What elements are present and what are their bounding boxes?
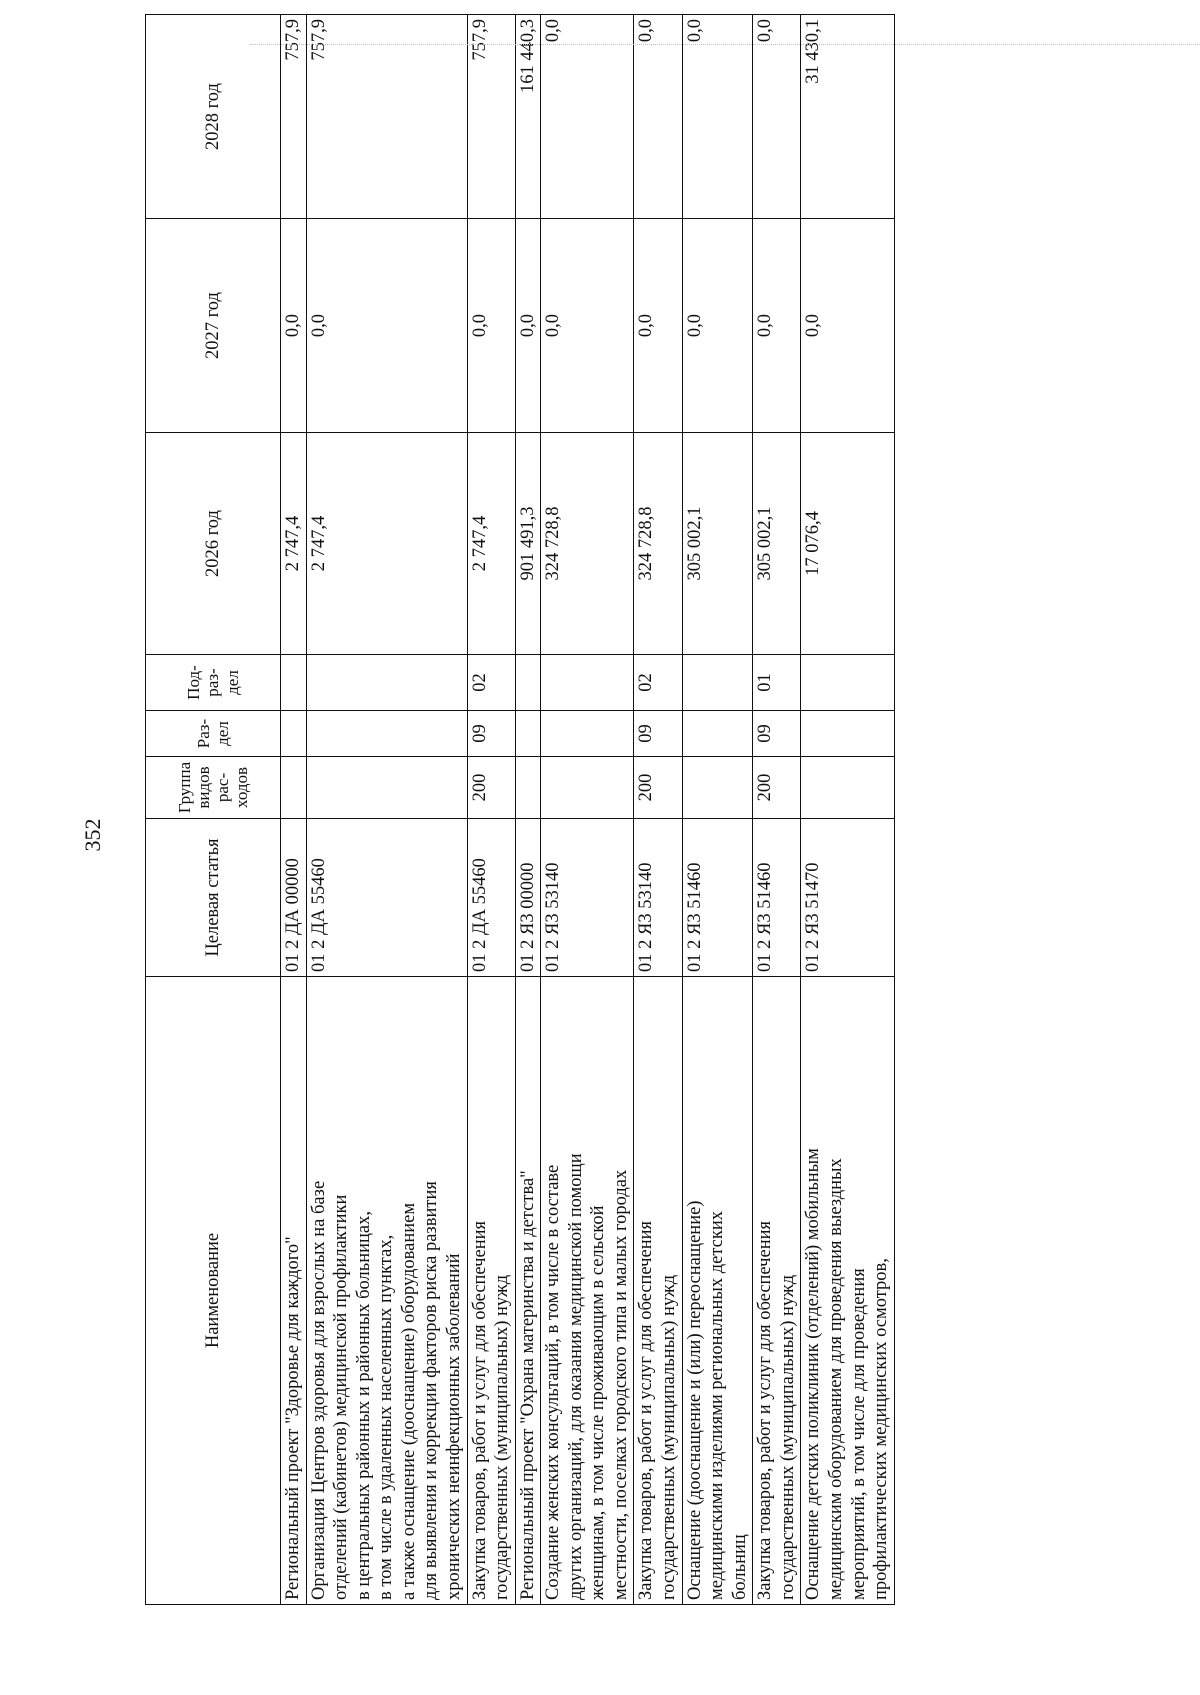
cell-y2026: 2 747,4 — [467, 433, 515, 655]
cell-name — [515, 977, 541, 1605]
cell-name-text: Создание женских консультаций, в том числе в составе других организаций, для оказания медицинской помощи женщинам, в том числе проживающим в сельской местности, поселках городского типа и малых городах — [543, 1153, 631, 1600]
table-body — [281, 15, 895, 1605]
cell-name-text: Региональный проект "Здоровье для каждого" — [283, 1236, 303, 1600]
cell-y2028: 0,0 — [634, 15, 682, 219]
cell-group — [801, 757, 894, 819]
cell-subsection: 01 — [753, 655, 801, 711]
cell-y2027: 0,0 — [281, 219, 307, 433]
cell-name — [467, 977, 515, 1605]
cell-y2027: 0,0 — [634, 219, 682, 433]
cell-y2027: 0,0 — [515, 219, 541, 433]
cell-subsection — [801, 655, 894, 711]
table-row — [281, 15, 307, 1605]
cell-section — [515, 711, 541, 757]
header-2027: 2027 год — [146, 219, 281, 433]
cell-section — [801, 711, 894, 757]
cell-target: 01 2 Я3 53140 — [634, 819, 682, 977]
cell-subsection — [306, 655, 467, 711]
cell-y2026: 324 728,8 — [634, 433, 682, 655]
cell-name-text: Оснащение детских поликлиник (отделений) мобильным медицинским оборудованием для проведения выездных мероприятий, в том числе для проведения профилактических медицинских осмотров, — [803, 1148, 892, 1600]
cell-y2027: 0,0 — [306, 219, 467, 433]
cell-name — [306, 977, 467, 1605]
cell-y2026: 305 002,1 — [682, 433, 753, 655]
cell-section: 09 — [753, 711, 801, 757]
cell-y2026: 2 747,4 — [281, 433, 307, 655]
cell-section — [281, 711, 307, 757]
cell-y2026: 17 076,4 — [801, 433, 894, 655]
cell-name-text: Закупка товаров, работ и услуг для обеспечения государственных (муниципальных) нужд — [636, 1220, 679, 1600]
cell-target: 01 2 Я3 51460 — [753, 819, 801, 977]
cell-y2028: 757,9 — [467, 15, 515, 219]
header-section: Раз-дел — [146, 711, 281, 757]
cell-name — [634, 977, 682, 1605]
cell-y2028: 0,0 — [541, 15, 634, 219]
cell-group: 200 — [467, 757, 515, 819]
table-row — [467, 15, 515, 1605]
cell-y2028: 757,9 — [281, 15, 307, 219]
cell-name-text: Организация Центров здоровья для взрослых на базе отделений (кабинетов) медицинской профилактики в центральных районных и районных больницах, в том числе в удаленных населенных пунктах, а также оснащение (дооснащение) оборудованием для выявления и коррекции факторов риска развития хронических неинфекционных заболеваний — [308, 1180, 464, 1600]
cell-y2028: 31 430,1 — [801, 15, 894, 219]
cell-group — [541, 757, 634, 819]
cell-y2027: 0,0 — [467, 219, 515, 433]
cell-subsection: 02 — [467, 655, 515, 711]
cell-y2026: 2 747,4 — [306, 433, 467, 655]
budget-table — [145, 14, 895, 1605]
cell-y2028: 757,9 — [306, 15, 467, 219]
header-subsection: Под-раз-дел — [146, 655, 281, 711]
cell-section — [541, 711, 634, 757]
table-row — [634, 15, 682, 1605]
cell-group — [306, 757, 467, 819]
header-group: Группа видов рас-ходов — [146, 757, 281, 819]
cell-group: 200 — [634, 757, 682, 819]
cell-y2026: 901 491,3 — [515, 433, 541, 655]
cell-y2026: 305 002,1 — [753, 433, 801, 655]
table-row — [753, 15, 801, 1605]
cell-target: 01 2 ДА 55460 — [467, 819, 515, 977]
cell-subsection — [281, 655, 307, 711]
cell-group: 200 — [753, 757, 801, 819]
header-name: Наименование — [146, 977, 281, 1605]
header-target: Целевая статья — [146, 819, 281, 977]
cell-y2028: 0,0 — [682, 15, 753, 219]
cell-y2027: 0,0 — [753, 219, 801, 433]
cell-y2027: 0,0 — [541, 219, 634, 433]
cell-name — [682, 977, 753, 1605]
cell-name-text: Закупка товаров, работ и услуг для обеспечения государственных (муниципальных) нужд — [469, 1220, 513, 1600]
cell-subsection — [541, 655, 634, 711]
cell-group — [682, 757, 753, 819]
cell-name — [541, 977, 634, 1605]
cell-section — [682, 711, 753, 757]
cell-group — [281, 757, 307, 819]
cell-target: 01 2 ДА 55460 — [306, 819, 467, 977]
cell-section: 09 — [467, 711, 515, 757]
cell-target: 01 2 Я3 51460 — [682, 819, 753, 977]
table-row — [682, 15, 753, 1605]
cell-name — [281, 977, 307, 1605]
header-2028: 2028 год — [146, 15, 281, 219]
cell-subsection: 02 — [634, 655, 682, 711]
cell-y2028: 161 440,3 — [515, 15, 541, 219]
cell-name-text: Оснащение (дооснащение и (или) переоснащение) медицинскими изделиями региональных детских больниц — [684, 1200, 750, 1600]
cell-target: 01 2 ДА 00000 — [281, 819, 307, 977]
table-row — [306, 15, 467, 1605]
cell-target: 01 2 Я3 51470 — [801, 819, 894, 977]
cell-name — [753, 977, 801, 1605]
cell-y2027: 0,0 — [801, 219, 894, 433]
table-row — [541, 15, 634, 1605]
cell-name — [801, 977, 894, 1605]
cell-target: 01 2 Я3 53140 — [541, 819, 634, 977]
scan-artifact — [250, 40, 1200, 45]
page-number: 352 — [80, 818, 105, 852]
cell-y2027: 0,0 — [682, 219, 753, 433]
cell-y2026: 324 728,8 — [541, 433, 634, 655]
cell-section: 09 — [634, 711, 682, 757]
cell-subsection — [682, 655, 753, 711]
cell-y2028: 0,0 — [753, 15, 801, 219]
table-header-row — [146, 15, 281, 1605]
table-row — [801, 15, 894, 1605]
cell-section — [306, 711, 467, 757]
cell-name-text: Региональный проект "Охрана материнства и детства" — [517, 1170, 538, 1600]
header-2026: 2026 год — [146, 433, 281, 655]
cell-target: 01 2 Я3 00000 — [515, 819, 541, 977]
cell-subsection — [515, 655, 541, 711]
cell-name-text: Закупка товаров, работ и услуг для обеспечения государственных (муниципальных) нужд — [755, 1220, 798, 1600]
table-row — [515, 15, 541, 1605]
cell-group — [515, 757, 541, 819]
